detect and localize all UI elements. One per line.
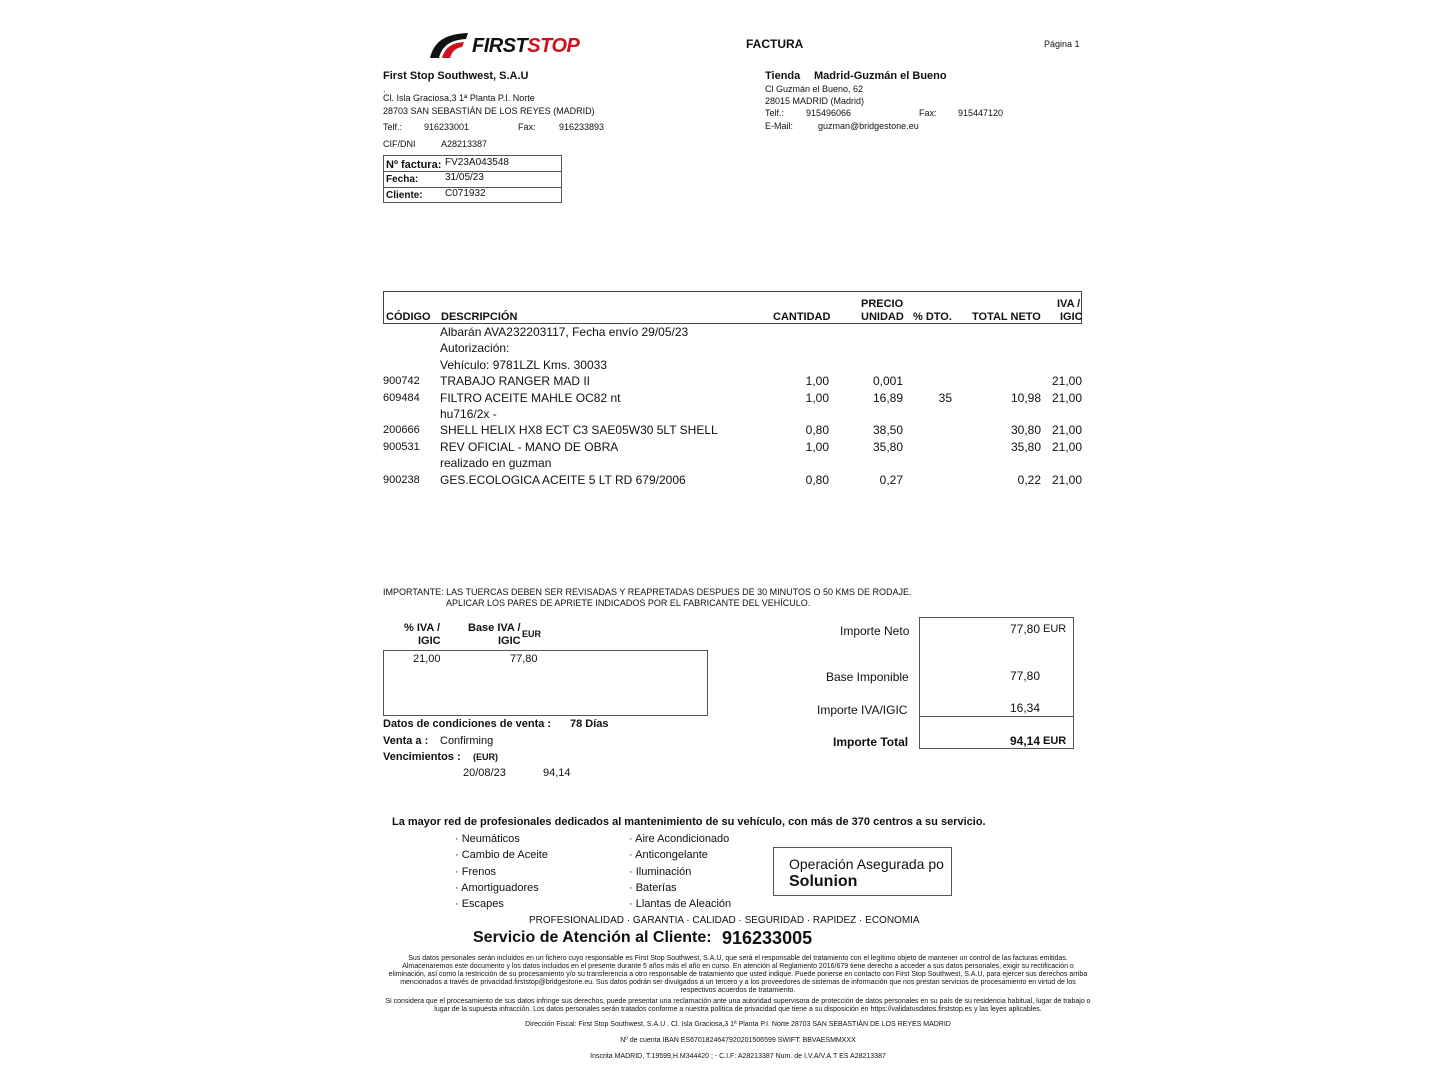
table-row	[383, 440, 1082, 456]
invoice-number-label: Nº factura:	[386, 159, 442, 171]
store-address-2: 28015 MADRID (Madrid)	[765, 96, 865, 106]
customer-service-phone: 916233005	[722, 928, 813, 948]
sale-conditions-days: 78 Días	[570, 718, 609, 730]
logo-first: FIRST	[472, 35, 528, 57]
header-total: TOTAL NETO	[972, 311, 1041, 323]
item-description: SHELL HELIX HX8 ECT C3 SAE05W30 5LT SHELL	[440, 423, 718, 438]
invoice-info-box	[383, 155, 562, 203]
insured-operation-box	[773, 847, 952, 896]
company-cif-label: CIF/DNI	[383, 139, 416, 149]
item-quantity: 0,80	[805, 472, 829, 487]
table-row	[383, 325, 1082, 341]
sale-conditions-label: Datos de condiciones de venta :	[383, 718, 552, 730]
store-email-label: E-Mail:	[765, 121, 794, 131]
iva-amount: 16,34	[1010, 701, 1041, 715]
due-dates-label: Vencimientos :	[383, 751, 461, 763]
promo-tagline: La mayor red de profesionales dedicados al mantenimiento de su vehículo, con más de 370 centros a su servicio.	[392, 816, 986, 828]
customer-service-label: Servicio de Atención al Cliente:	[473, 929, 712, 946]
complaint-notice: Si considera que el procesamiento de sus datos infringe sus derechos, puede presentar una reclamación ante una autoridad supervisora de protección de datos personales en su país de su residencia habitual, lugar de trabajo o lugar de la supuesta infracción. Los datos personales serán tratados conforme a nuestra política de privacidad que tiene a su disposición en https://validatusdatos.firststop.es y las leyes aplicables.	[385, 998, 1091, 1013]
net-amount-label: Importe Neto	[840, 624, 910, 638]
item-description: GES.ECOLOGICA ACEITE 5 LT RD 679/2006	[440, 472, 686, 487]
document-title: FACTURA	[746, 37, 804, 51]
service-item: · Amortiguadores	[455, 881, 539, 894]
header-price-2: UNIDAD	[861, 311, 904, 323]
item-iva: 21,00	[1051, 390, 1082, 405]
invoice-date-row	[384, 172, 561, 188]
item-code: 900531	[383, 440, 420, 453]
item-iva: 21,00	[1051, 472, 1082, 487]
invoice-number-row	[384, 156, 561, 172]
item-description: Autorización:	[440, 341, 510, 356]
registry-info: Inscrita MADRID, T.19599,H.M344420 ; - C.I.F: A28213387 Num. de I.V.A/V.A.T ES A28213387	[590, 1053, 886, 1060]
taxable-base: 77,80	[1010, 669, 1041, 683]
company-fax: 916233893	[559, 122, 605, 132]
logo-wordmark	[472, 35, 579, 58]
store-label: Tienda	[765, 70, 801, 82]
taxable-base-label: Base Imponible	[826, 670, 909, 684]
item-description: FILTRO ACEITE MAHLE OC82 nt	[440, 390, 621, 405]
item-code: 200666	[383, 424, 420, 437]
privacy-notice: Sus datos personales serán incluidos en un fichero cuyo responsable es First Stop Southwest, S.A.U, que será el responsable del tratamiento con el legítimo objeto de mantener un control de las facturas emitidas. Almacenaremos este documento y los datos incluidos en el presente durante 5 años más el año en curso. En atención al Reglamento 2016/679 tiene derecho a acceder a sus datos personales, exigir su rectificación o eliminación, así como la restricción de su procesamiento y/o su transferencia a otro responsable de tratamiento que usted indique. Puede ponerse en contacto con First Stop Southwest, S.A.U, para ejercer sus derechos arriba mencionados a través de privacidad.firststop@bridgestone.eu. Sus datos podrán ser divulgados a un tercero y a los proveedores de sistemas de información que nos prestan servicios de procesamiento en virtud de los respectivos acuerdos de tratamiento.	[388, 955, 1088, 994]
total-amount-currency: EUR	[1043, 735, 1067, 747]
header-price-1: PRECIO	[861, 298, 904, 310]
item-net-total: 30,80	[1010, 423, 1041, 438]
store-fax-label: Fax:	[919, 108, 937, 118]
invoice-date-label: Fecha:	[386, 174, 419, 185]
totals-box	[919, 617, 1074, 749]
tax-header-currency: EUR	[522, 629, 542, 639]
insured-line-1: Operación Asegurada po	[789, 856, 944, 872]
service-item: · Neumáticos	[455, 833, 520, 845]
service-item: · Cambio de Aceite	[455, 849, 548, 862]
item-quantity: 0,80	[805, 423, 829, 438]
tax-header-pct-1: % IVA /	[404, 622, 441, 634]
iva-amount-label: Importe IVA/IGIC	[817, 703, 908, 717]
store-email: guzman@bridgestone.eu	[818, 121, 919, 131]
store-name: Madrid-Guzmán el Bueno	[814, 70, 947, 82]
tire-logo-icon	[428, 30, 472, 60]
item-net-total: 35,80	[1010, 439, 1041, 454]
sale-to-label: Venta a :	[383, 735, 429, 747]
tax-breakdown-box	[383, 650, 708, 716]
item-unit-price: 0,27	[879, 472, 903, 487]
invoice-date: 31/05/23	[445, 172, 484, 183]
company-address-1: Cl. Isla Graciosa,3 1ª Planta P.I. Norte	[383, 93, 535, 103]
page-number: Página 1	[1044, 39, 1080, 49]
due-amount: 94,14	[543, 767, 571, 779]
item-description: Vehículo: 9781LZL Kms. 30033	[440, 357, 608, 372]
table-row	[383, 456, 1082, 472]
service-item: · Iluminación	[629, 865, 692, 878]
item-quantity: 1,00	[805, 374, 829, 389]
item-quantity: 1,00	[805, 439, 829, 454]
item-discount: 35	[938, 390, 952, 405]
invoice-client: C071932	[445, 188, 486, 199]
tax-header-base-1: Base IVA /	[468, 622, 521, 634]
item-description: hu716/2x -	[440, 407, 497, 421]
header-code: CÓDIGO	[386, 311, 431, 323]
header-iva-2: IGIC	[1060, 311, 1083, 323]
invoice-client-row	[384, 188, 561, 204]
header-iva-1: IVA /	[1057, 298, 1081, 310]
table-row	[383, 407, 1082, 423]
invoice-client-label: Cliente:	[386, 190, 423, 201]
tax-pct: 21,00	[413, 653, 441, 665]
item-unit-price: 16,89	[872, 390, 903, 405]
item-description: Albarán AVA232203117, Fecha envío 29/05/23	[440, 325, 689, 339]
company-tel: 916233001	[424, 122, 470, 132]
company-name: First Stop Southwest, S.A.U	[383, 70, 529, 82]
table-row	[383, 391, 1082, 407]
table-row	[383, 423, 1082, 439]
service-item: · Frenos	[455, 865, 496, 878]
item-net-total: 0,22	[1017, 472, 1041, 487]
store-tel-label: Telf.:	[765, 108, 785, 118]
bank-account: Nº de cuenta IBAN ES6701824647920201506599 SWIFT: BBVAESMMXXX	[620, 1037, 856, 1044]
service-item: · Escapes	[455, 898, 504, 911]
company-cif: A28213387	[441, 139, 488, 149]
header-description: DESCRIPCIÓN	[441, 311, 518, 323]
item-unit-price: 35,80	[872, 439, 903, 454]
insured-line-2: Solunion	[789, 873, 858, 890]
total-amount-label: Importe Total	[833, 735, 909, 749]
item-description: TRABAJO RANGER MAD II	[440, 374, 591, 389]
fiscal-address: Dirección Fiscal: First Stop Southwest, S.A.U . Cl. Isla Graciosa,3 1ª Planta P.I. Norte 28703 SAN SEBASTIÁN DE LOS REYES MADRID	[525, 1021, 951, 1028]
item-code: 609484	[383, 391, 420, 404]
header-discount: % DTO.	[913, 311, 952, 323]
due-date: 20/08/23	[463, 767, 506, 779]
company-fax-label: Fax:	[518, 122, 536, 132]
table-row	[383, 374, 1082, 390]
store-tel: 915496066	[806, 108, 852, 118]
item-iva: 21,00	[1051, 439, 1082, 454]
net-amount: 77,80	[1010, 622, 1041, 636]
header-quantity: CANTIDAD	[773, 311, 831, 323]
table-row	[383, 358, 1082, 374]
company-dot: .	[383, 84, 386, 94]
item-net-total: 10,98	[1010, 390, 1041, 405]
totals-divider	[919, 716, 1074, 717]
item-unit-price: 38,50	[872, 423, 903, 438]
due-currency: (EUR)	[473, 752, 498, 762]
tax-header-pct-2: IGIC	[418, 635, 441, 647]
store-address-1: Cl Guzmán el Bueno, 62	[765, 84, 864, 94]
item-code: 900238	[383, 473, 420, 486]
notice-line-2: APLICAR LOS PARES DE APRIETE INDICADOS POR EL FABRICANTE DEL VEHÍCULO.	[446, 598, 811, 608]
item-description: realizado en guzman	[440, 456, 552, 471]
item-code: 900742	[383, 375, 420, 388]
item-description: REV OFICIAL - MANO DE OBRA	[440, 439, 619, 454]
company-tel-label: Telf.:	[383, 122, 403, 132]
promo-values: PROFESIONALIDAD · GARANTIA · CALIDAD · SEGURIDAD · RAPIDEZ · ECONOMIA	[529, 915, 920, 926]
sale-to: Confirming	[440, 735, 494, 747]
company-address-2: 28703 SAN SEBASTIÁN DE LOS REYES (MADRID)	[383, 106, 595, 116]
service-item: · Llantas de Aleación	[629, 898, 732, 911]
table-row	[383, 341, 1082, 357]
logo-stop: STOP	[527, 35, 580, 57]
invoice-number: FV23A043548	[445, 157, 509, 168]
net-amount-currency: EUR	[1043, 623, 1067, 635]
firststop-logo	[428, 30, 593, 60]
service-item: · Aire Acondicionado	[629, 833, 730, 845]
service-item: · Anticongelante	[629, 849, 708, 862]
notice-line-1: IMPORTANTE: LAS TUERCAS DEBEN SER REVISADAS Y REAPRETADAS DESPUES DE 30 MINUTOS O 50 KMS DE RODAJE.	[383, 587, 912, 597]
item-unit-price: 0,001	[872, 374, 903, 389]
item-iva: 21,00	[1051, 374, 1082, 389]
item-iva: 21,00	[1051, 423, 1082, 438]
tax-base: 77,80	[510, 653, 538, 665]
service-item: · Baterías	[629, 881, 677, 894]
table-row	[383, 473, 1082, 489]
store-fax: 915447120	[958, 108, 1004, 118]
item-quantity: 1,00	[805, 390, 829, 405]
tax-header-base-2: IGIC	[498, 635, 521, 647]
total-amount: 94,14	[1010, 734, 1041, 748]
items-table-header	[383, 291, 1082, 324]
